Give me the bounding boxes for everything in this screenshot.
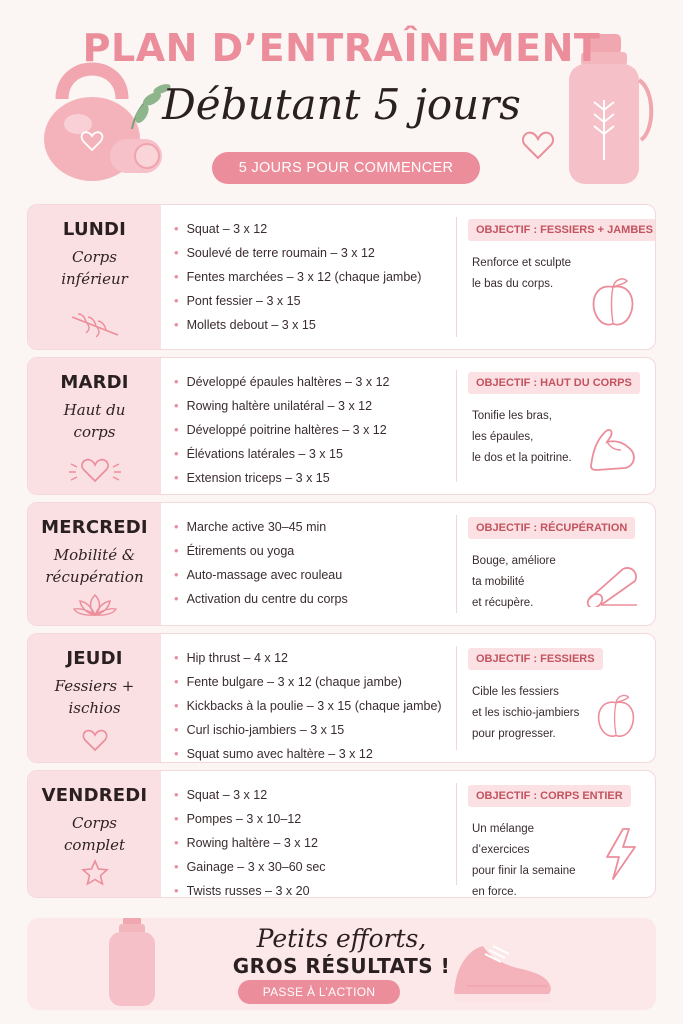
day-card-vendredi [27, 770, 656, 898]
lightning-icon [601, 827, 641, 881]
day-panel [28, 771, 161, 897]
exercise-item: • Marche active 30–45 min [174, 515, 459, 539]
divider [456, 515, 457, 613]
exercise-item: • Mollets debout – 3 x 15 [174, 313, 459, 337]
footer-banner [27, 918, 656, 1010]
footer-slogan-line2: GROS RÉSULTATS ! [232, 954, 451, 978]
exercise-list [174, 370, 459, 490]
heart-icon [82, 728, 108, 752]
day-name: MERCREDI [41, 517, 148, 538]
exercise-item: • Activation du centre du corps [174, 587, 459, 611]
exercise-item: • Curl ischio-jambiers – 3 x 15 [174, 718, 459, 742]
goal-badge: OBJECTIF : RÉCUPÉRATION [468, 517, 635, 539]
peach-icon [591, 688, 641, 744]
intro-pill: 5 JOURS POUR COMMENCER [212, 152, 480, 184]
exercise-item: • Gainage – 3 x 30–60 sec [174, 855, 459, 879]
day-card-mercredi [27, 502, 656, 626]
day-focus: Corps inférieur [61, 248, 128, 288]
exercise-item: • Squat – 3 x 12 [174, 783, 459, 807]
exercise-item: • Développé poitrine haltères – 3 x 12 [174, 418, 459, 442]
goal-text: Renforce et sculpte le bas du corps. [472, 257, 572, 290]
divider [456, 217, 457, 337]
star-icon [81, 859, 109, 887]
footer-slogan-line1: Petits efforts, [256, 924, 427, 953]
day-panel [28, 503, 161, 625]
exercise-item: • Pont fessier – 3 x 15 [174, 289, 459, 313]
divider [456, 370, 457, 482]
day-name: MARDI [60, 372, 129, 393]
heart-outline-icon [522, 130, 554, 160]
header [0, 0, 683, 200]
call-to-action-button[interactable]: PASSE À L’ACTION [238, 980, 400, 1004]
goal-text: Tonifie les bras, les épaules, le dos et la poitrine. [472, 410, 572, 464]
goal-text: Bouge, améliore ta mobilité et récupère. [472, 555, 556, 609]
exercise-list [174, 515, 459, 611]
divider [456, 783, 457, 885]
lotus-icon [72, 591, 118, 617]
day-card-mardi [27, 357, 656, 495]
day-focus: Corps complet [64, 814, 125, 854]
goal-badge: OBJECTIF : HAUT DU CORPS [468, 372, 640, 394]
day-name: LUNDI [62, 219, 127, 240]
exercise-item: • Fente bulgare – 3 x 12 (chaque jambe) [174, 670, 459, 694]
exercise-item: • Étirements ou yoga [174, 539, 459, 563]
day-card-jeudi [27, 633, 656, 763]
day-card-lundi [27, 204, 656, 350]
day-panel [28, 634, 161, 762]
exercise-list [174, 646, 459, 763]
exercise-item: • Élévations latérales – 3 x 15 [174, 442, 459, 466]
exercise-item: • Squat – 3 x 12 [174, 217, 459, 241]
leaf-sprig-icon [68, 311, 122, 339]
heart-sparkle-icon [65, 454, 125, 484]
exercise-item: • Kickbacks à la poulie – 3 x 15 (chaque jambe) [174, 694, 459, 718]
divider [456, 646, 457, 750]
exercise-item: • Squat sumo avec haltère – 3 x 12 [174, 742, 459, 763]
exercise-item: • Extension triceps – 3 x 15 [174, 466, 459, 490]
day-focus: Fessiers + ischios [54, 677, 135, 717]
day-panel [28, 358, 161, 494]
exercise-list [174, 217, 459, 337]
exercise-item: • Hip thrust – 4 x 12 [174, 646, 459, 670]
exercise-item: • Twists russes – 3 x 20 [174, 879, 459, 898]
goal-badge: OBJECTIF : CORPS ENTIER [468, 785, 631, 807]
goal-badge: OBJECTIF : FESSIERS + JAMBES [468, 219, 656, 241]
goal-text: Un mélange d’exercices pour finir la semaine en force. [472, 823, 576, 898]
flexed-arm-icon [585, 420, 641, 474]
day-name: JEUDI [66, 648, 123, 669]
exercise-item: • Soulevé de terre roumain – 3 x 12 [174, 241, 459, 265]
day-focus: Haut du corps [63, 401, 126, 441]
exercise-item: • Auto-massage avec rouleau [174, 563, 459, 587]
exercise-item: • Développé épaules haltères – 3 x 12 [174, 370, 459, 394]
page-subtitle: Débutant 5 jours [162, 80, 521, 129]
day-name: VENDREDI [41, 785, 148, 806]
exercise-item: • Rowing haltère – 3 x 12 [174, 831, 459, 855]
exercise-item: • Rowing haltère unilatéral – 3 x 12 [174, 394, 459, 418]
goal-badge: OBJECTIF : FESSIERS [468, 648, 603, 670]
peach-icon [585, 273, 641, 331]
exercise-list [174, 783, 459, 898]
foam-roller-icon [577, 561, 641, 607]
page-title: PLAN D’ENTRAÎNEMENT [82, 26, 601, 70]
day-panel [28, 205, 161, 349]
goal-text: Cible les fessiers et les ischio-jambiers pour progresser. [472, 686, 580, 740]
day-focus: Mobilité & récupération [45, 546, 144, 586]
exercise-item: • Pompes – 3 x 10–12 [174, 807, 459, 831]
exercise-item: • Fentes marchées – 3 x 12 (chaque jambe) [174, 265, 459, 289]
